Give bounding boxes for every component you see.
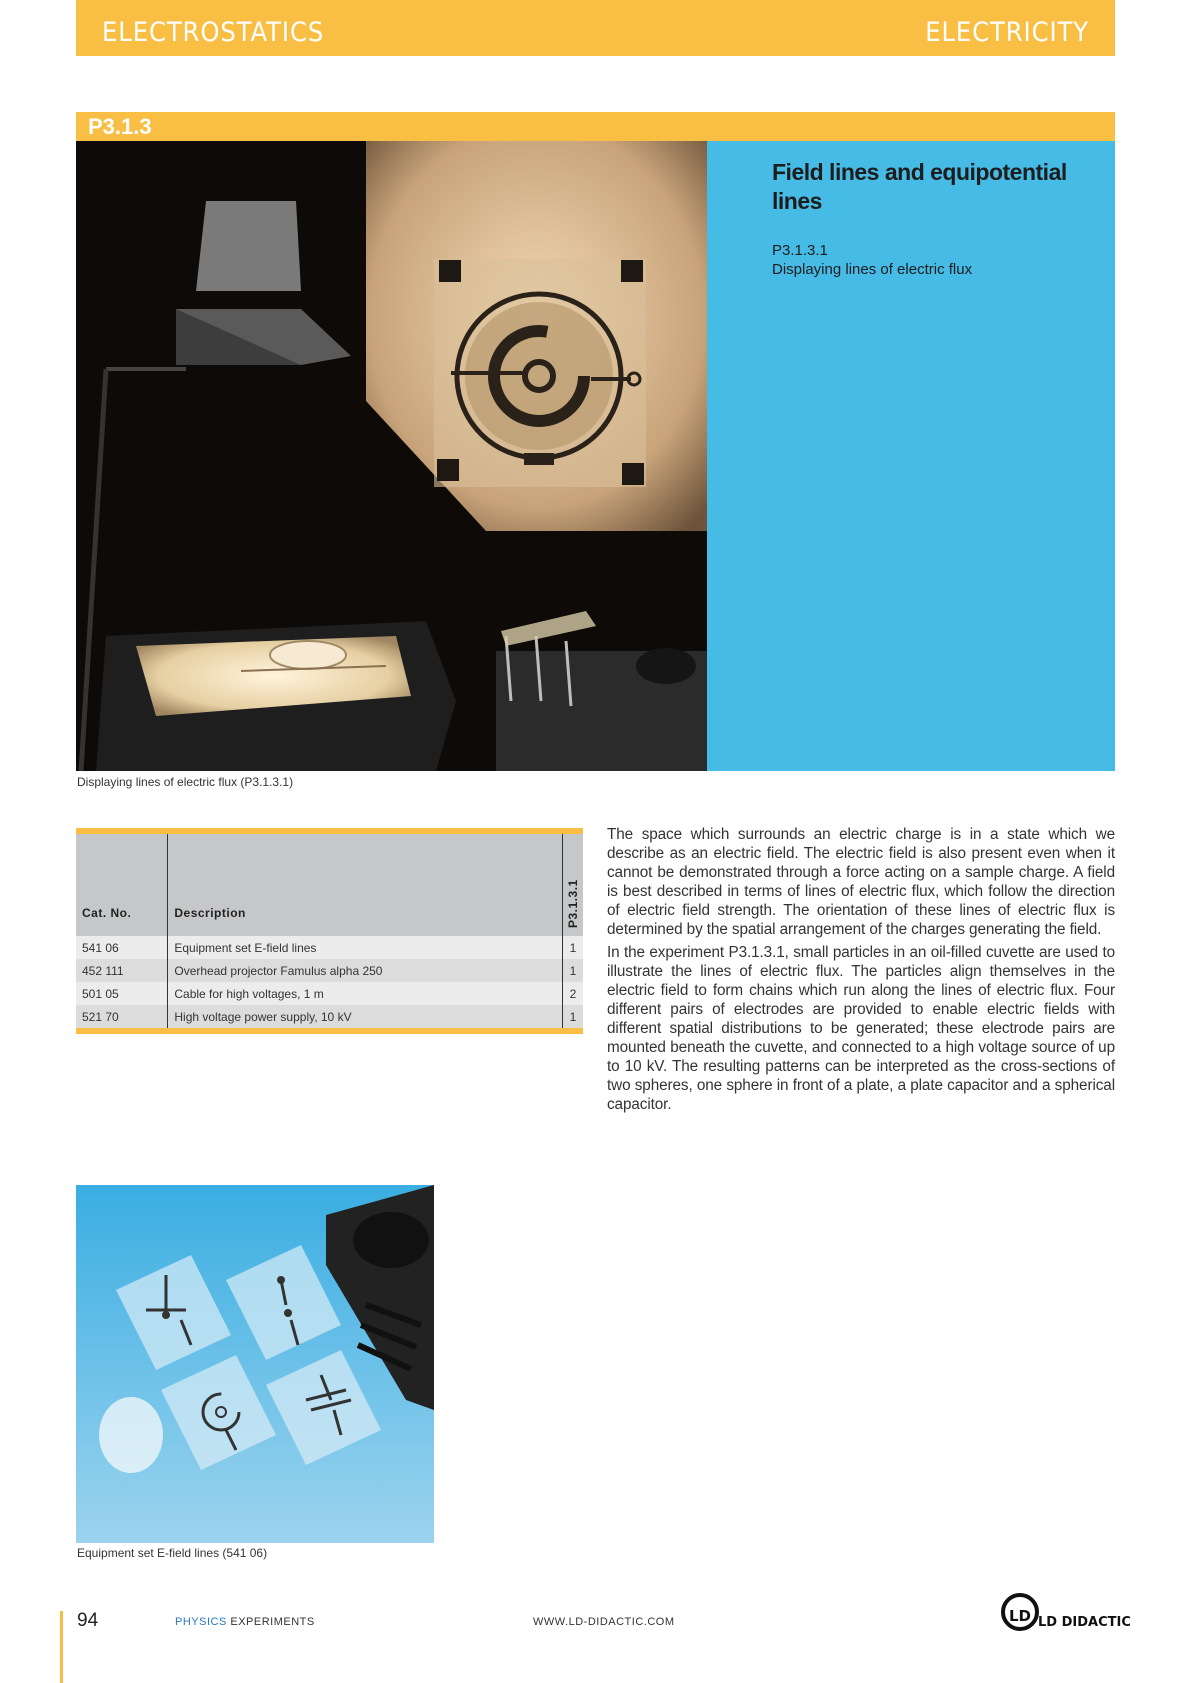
header-description: Description bbox=[168, 834, 563, 936]
ld-didactic-logo bbox=[1000, 1590, 1131, 1634]
cell-qty: 1 bbox=[562, 936, 583, 959]
section-code: P3.1.3 bbox=[88, 114, 152, 139]
cell-description: Overhead projector Famulus alpha 250 bbox=[168, 959, 563, 982]
header-topic: ELECTRICITY bbox=[925, 17, 1089, 48]
table-row bbox=[76, 982, 583, 1005]
cell-qty: 1 bbox=[562, 1005, 583, 1028]
table-row bbox=[76, 936, 583, 959]
ld-logo-icon bbox=[1000, 1590, 1131, 1634]
cell-description: Cable for high voltages, 1 m bbox=[168, 982, 563, 1005]
body-text bbox=[607, 825, 1115, 1118]
logo-text: LD DIDACTIC bbox=[1038, 1615, 1131, 1630]
page-number: 94 bbox=[77, 1610, 99, 1631]
cell-qty: 2 bbox=[562, 982, 583, 1005]
table-bottom-bar bbox=[76, 1028, 583, 1034]
overhead-projector-photo bbox=[76, 141, 707, 771]
footer-publication bbox=[175, 1616, 315, 1628]
cell-cat-no: 521 70 bbox=[76, 1005, 168, 1028]
header-experiment-label: P3.1.3.1 bbox=[565, 879, 580, 928]
cell-cat-no: 452 111 bbox=[76, 959, 168, 982]
footer-experiments: EXPERIMENTS bbox=[226, 1616, 315, 1628]
electrode-plates-photo bbox=[76, 1185, 434, 1543]
footer-url: WWW.LD-DIDACTIC.COM bbox=[533, 1616, 675, 1628]
experiment-code: P3.1.3.1 bbox=[772, 242, 828, 259]
cell-description: High voltage power supply, 10 kV bbox=[168, 1005, 563, 1028]
body-paragraph-2: In the experiment P3.1.3.1, small particles in an oil-filled cuvette are used to illustrate the lines of electric flux. The particles align themselves in the electric field to form chains which run along the lines of electric flux. Four different pairs of electrodes are provided to enable electric fields with different spatial distributions to be generated; these electrode pairs are mounted beneath the cuvette, and connected to a high voltage source of up to 10 kV. The resulting patterns can be interpreted as the cross-sections of two spheres, one sphere in front of a plate, a plate capacitor and a spherical capacitor. bbox=[607, 944, 1115, 1113]
table-row bbox=[76, 959, 583, 982]
cell-qty: 1 bbox=[562, 959, 583, 982]
header-chapter: ELECTROSTATICS bbox=[102, 17, 325, 48]
section-bar bbox=[76, 112, 1115, 141]
footer-accent-line bbox=[60, 1611, 63, 1683]
main-photo-caption: Displaying lines of electric flux (P3.1.3.1) bbox=[77, 775, 294, 789]
header-bar bbox=[76, 0, 1115, 56]
header-experiment bbox=[562, 834, 583, 936]
header-cat-no: Cat. No. bbox=[76, 834, 168, 936]
experiment-title: Displaying lines of electric flux bbox=[772, 261, 973, 278]
footer-physics: PHYSICS bbox=[175, 1616, 227, 1628]
equipment-photo-caption: Equipment set E-field lines (541 06) bbox=[77, 1546, 268, 1560]
experiment-panel bbox=[707, 141, 1115, 771]
cell-cat-no: 501 05 bbox=[76, 982, 168, 1005]
main-photo bbox=[76, 141, 707, 771]
svg-text:LD: LD bbox=[1009, 1607, 1032, 1625]
table-row bbox=[76, 1005, 583, 1028]
cell-description: Equipment set E-field lines bbox=[168, 936, 563, 959]
equipment-photo bbox=[76, 1185, 434, 1543]
cell-cat-no: 541 06 bbox=[76, 936, 168, 959]
equipment-table bbox=[76, 828, 583, 1034]
body-paragraph-1: The space which surrounds an electric charge is in a state which we describe as an electric field. The electric field is also present even when it cannot be demonstrated through a force acting on a sample charge. A field is best described in terms of lines of electric flux, which follow the direction of electric field strength. The orientation of these lines of electric flux is determined by the spatial arrangement of the charges generating the field. bbox=[607, 826, 1115, 938]
panel-title: Field lines and equipotential lines bbox=[772, 159, 1067, 214]
